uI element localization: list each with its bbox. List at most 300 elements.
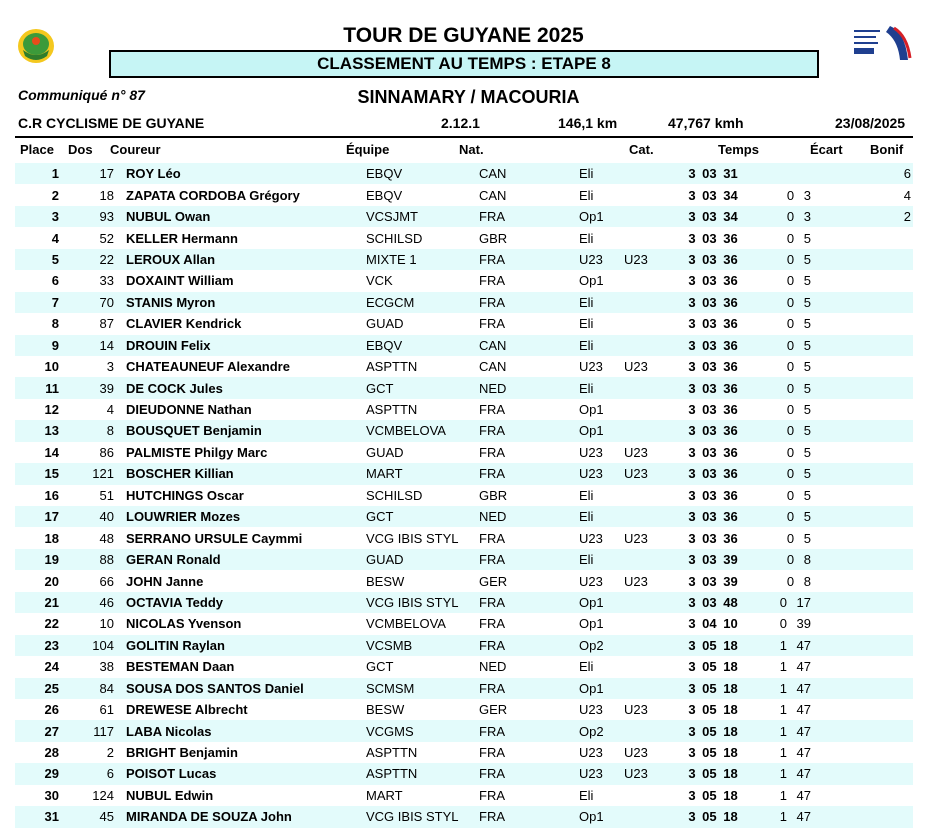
rider-name: DE COCK Jules — [114, 377, 366, 398]
rider-nat: FRA — [479, 530, 505, 546]
rider-category: Eli — [579, 163, 624, 184]
rider-team: MIXTE 1 — [366, 249, 479, 270]
rider-nat: FRA — [479, 763, 579, 784]
rider-time: 3 03 39 — [668, 549, 758, 570]
rider-nat: GER — [479, 573, 508, 589]
rider-dos: 61 — [99, 702, 114, 718]
rider-category-2: U23 — [624, 359, 648, 375]
rider-category: Op2 — [579, 635, 624, 656]
rider-gap: 0 39 — [779, 616, 811, 632]
stage-distance: 146,1 km — [558, 115, 618, 131]
rider-nat: NED — [479, 506, 579, 527]
rider-time: 3 05 18 — [668, 806, 758, 827]
table-row — [15, 249, 913, 270]
race-category-code: 2.12.1 — [441, 115, 480, 131]
rider-gap: 0 5 — [786, 402, 811, 418]
rider-time: 3 03 36 — [668, 292, 758, 313]
rider-time: 3 03 36 — [688, 316, 738, 332]
rider-dos: 86 — [99, 444, 114, 460]
rider-gap: 0 5 — [758, 249, 819, 270]
rider-time: 3 03 36 — [668, 420, 758, 441]
table-row — [15, 227, 913, 248]
rider-bonif — [819, 399, 913, 420]
rider-name: SERRANO URSULE Caymmi — [126, 530, 303, 546]
rider-gap: 0 5 — [786, 230, 811, 246]
rider-dos: 46 — [59, 592, 114, 613]
rider-dos: 40 — [59, 506, 114, 527]
rider-team: GUAD — [366, 444, 404, 460]
rider-gap: 1 47 — [758, 635, 819, 656]
rider-dos: 8 — [59, 420, 114, 441]
rider-bonif — [819, 485, 913, 506]
table-row — [15, 699, 913, 720]
rider-name: CHATEAUNEUF Alexandre — [126, 359, 290, 375]
rider-category: Eli — [579, 335, 624, 356]
rider-team: EBQV — [366, 335, 479, 356]
rider-name: JOHN Janne — [126, 573, 204, 589]
classification-subtitle: CLASSEMENT AU TEMPS : ETAPE 8 — [109, 50, 819, 78]
rider-place: 2 — [51, 187, 59, 203]
rider-gap — [758, 163, 819, 184]
page-title: TOUR DE GUYANE 2025 — [343, 24, 584, 47]
rider-gap: 0 5 — [758, 463, 819, 484]
table-row — [15, 763, 913, 784]
table-row — [15, 163, 913, 184]
table-row — [15, 656, 913, 677]
rider-category: U23 — [579, 463, 624, 484]
rider-gap: 1 47 — [758, 678, 819, 699]
rider-nat: GBR — [479, 230, 508, 246]
rider-gap: 1 47 — [758, 720, 819, 741]
col-header-dos: Dos — [68, 142, 93, 157]
rider-nat: CAN — [479, 335, 579, 356]
rider-nat: CAN — [479, 359, 507, 375]
rider-dos: 45 — [59, 806, 114, 827]
rider-category: Op1 — [579, 273, 604, 289]
rider-category-2: U23 — [624, 444, 648, 460]
rider-category: U23 — [579, 702, 603, 718]
rider-name: LEROUX Allan — [114, 249, 366, 270]
rider-category-2 — [624, 656, 668, 677]
rider-team: VCSJMT — [366, 206, 479, 227]
rider-category-2 — [624, 335, 668, 356]
rider-category-2 — [624, 592, 668, 613]
rider-bonif — [819, 678, 913, 699]
rider-place: 20 — [44, 573, 59, 589]
rider-gap: 0 3 — [786, 187, 811, 203]
rider-nat: FRA — [479, 592, 579, 613]
rider-category: U23 — [579, 359, 603, 375]
rider-category-2 — [624, 720, 668, 741]
col-header-gap: Écart — [810, 142, 843, 157]
table-row — [15, 485, 913, 506]
rider-category-2 — [624, 227, 668, 248]
rider-name: GERAN Ronald — [114, 549, 366, 570]
rider-team: GCT — [366, 506, 479, 527]
rider-gap: 0 5 — [786, 316, 811, 332]
rider-category: Eli — [579, 316, 594, 332]
communique-number: Communiqué n° 87 — [18, 87, 145, 103]
rider-bonif — [819, 420, 913, 441]
rider-team: SCHILSD — [366, 230, 423, 246]
rider-bonif: 4 — [903, 187, 911, 203]
rider-place: 12 — [44, 402, 59, 418]
rider-dos: 2 — [106, 745, 114, 761]
table-row — [15, 313, 913, 334]
rider-time: 3 03 36 — [688, 487, 738, 503]
rider-name: BESTEMAN Daan — [126, 659, 235, 675]
rider-category-2 — [624, 292, 668, 313]
rider-bonif — [819, 527, 913, 548]
rider-time: 3 05 18 — [688, 702, 738, 718]
rider-name: NICOLAS Yvenson — [126, 616, 242, 632]
rider-time: 3 05 18 — [688, 787, 738, 803]
rider-dos: 22 — [59, 249, 114, 270]
rider-name: NUBUL Edwin — [126, 787, 214, 803]
rider-team: GCT — [366, 659, 394, 675]
rider-name: DOXAINT William — [126, 273, 234, 289]
rider-category-2 — [624, 377, 668, 398]
rider-name: DREWESE Albrecht — [126, 702, 248, 718]
rider-nat: FRA — [479, 635, 579, 656]
rider-nat: FRA — [479, 616, 505, 632]
table-row — [15, 678, 913, 699]
rider-place: 3 — [15, 206, 59, 227]
rider-category: Op1 — [579, 592, 624, 613]
rider-place: 4 — [51, 230, 59, 246]
rider-bonif — [819, 635, 913, 656]
rider-bonif — [819, 785, 913, 806]
rider-dos: 48 — [99, 530, 114, 546]
rider-team: EBQV — [366, 187, 403, 203]
rider-time: 3 03 34 — [688, 187, 738, 203]
rider-category-2: U23 — [624, 745, 648, 761]
rider-team: ASPTTN — [366, 763, 479, 784]
rider-place: 11 — [15, 377, 59, 398]
rider-team: GUAD — [366, 549, 479, 570]
rider-category-2: U23 — [624, 763, 668, 784]
results-table — [15, 163, 913, 828]
rider-name: ZAPATA CORDOBA Grégory — [126, 187, 300, 203]
rider-place: 10 — [44, 359, 59, 375]
rider-bonif — [819, 249, 913, 270]
table-row — [15, 506, 913, 527]
rider-gap: 1 47 — [779, 659, 811, 675]
rider-bonif — [819, 270, 913, 291]
rider-category-2 — [624, 184, 668, 205]
table-row — [15, 377, 913, 398]
rider-team: BESW — [366, 702, 405, 718]
rider-nat: GBR — [479, 487, 508, 503]
table-row — [15, 206, 913, 227]
rider-category-2 — [624, 485, 668, 506]
rider-time: 3 03 36 — [688, 402, 738, 418]
rider-place: 9 — [15, 335, 59, 356]
rider-dos: 51 — [99, 487, 114, 503]
rider-bonif — [819, 442, 913, 463]
rider-gap: 0 8 — [786, 573, 811, 589]
rider-category: Eli — [579, 487, 594, 503]
rider-time: 3 03 36 — [688, 530, 738, 546]
rider-dos: 6 — [59, 763, 114, 784]
rider-category-2 — [624, 635, 668, 656]
rider-time: 3 05 18 — [668, 678, 758, 699]
table-row — [15, 270, 913, 291]
rider-place: 13 — [15, 420, 59, 441]
rider-nat: CAN — [479, 187, 507, 203]
rider-time: 3 03 36 — [688, 444, 738, 460]
rider-time: 3 05 18 — [668, 763, 758, 784]
rider-dos: 10 — [99, 616, 114, 632]
rider-time: 3 03 36 — [668, 463, 758, 484]
col-header-team: Équipe — [346, 142, 390, 157]
rider-bonif — [819, 292, 913, 313]
rider-name: KELLER Hermann — [126, 230, 238, 246]
rider-category: U23 — [579, 530, 603, 546]
col-header-bonif: Bonif — [870, 142, 904, 157]
rider-time: 3 03 39 — [688, 573, 738, 589]
rider-dos: 70 — [59, 292, 114, 313]
table-row — [15, 635, 913, 656]
rider-time: 3 03 36 — [688, 230, 738, 246]
rider-bonif — [819, 656, 913, 677]
rider-team: VCK — [366, 273, 393, 289]
rider-team: MART — [366, 463, 479, 484]
rider-nat: FRA — [479, 444, 505, 460]
rider-bonif — [819, 549, 913, 570]
rider-bonif — [819, 613, 913, 634]
rider-dos: 117 — [59, 720, 114, 741]
rider-gap: 0 17 — [758, 592, 819, 613]
table-row — [15, 442, 913, 463]
rider-dos: 18 — [99, 187, 114, 203]
rider-team: EBQV — [366, 163, 479, 184]
rider-place: 15 — [15, 463, 59, 484]
rider-place: 17 — [15, 506, 59, 527]
rider-dos: 14 — [59, 335, 114, 356]
rider-gap: 0 5 — [786, 273, 811, 289]
rider-team: VCMBELOVA — [366, 616, 446, 632]
table-row — [15, 356, 913, 377]
rider-name: DIEUDONNE Nathan — [126, 402, 252, 418]
rider-category: Op1 — [579, 806, 624, 827]
average-speed: 47,767 kmh — [668, 115, 744, 131]
organizer: C.R CYCLISME DE GUYANE — [18, 115, 205, 131]
rider-nat: FRA — [479, 206, 579, 227]
rider-place: 31 — [15, 806, 59, 827]
rider-place: 25 — [15, 678, 59, 699]
rider-nat: FRA — [479, 806, 579, 827]
rider-place: 7 — [15, 292, 59, 313]
rider-place: 28 — [44, 745, 59, 761]
rider-category: Op1 — [579, 402, 604, 418]
rider-place: 30 — [44, 787, 59, 803]
rider-place: 18 — [44, 530, 59, 546]
rider-dos: 93 — [59, 206, 114, 227]
rider-time: 3 05 18 — [668, 720, 758, 741]
rider-nat: FRA — [479, 420, 579, 441]
rider-category-2 — [624, 399, 668, 420]
rider-dos: 88 — [59, 549, 114, 570]
rider-dos: 121 — [59, 463, 114, 484]
table-row — [15, 292, 913, 313]
rider-gap: 0 3 — [758, 206, 819, 227]
rider-place: 19 — [15, 549, 59, 570]
rider-place: 22 — [44, 616, 59, 632]
rider-category: Eli — [579, 187, 594, 203]
rider-category: Eli — [579, 659, 594, 675]
rider-nat: FRA — [479, 549, 579, 570]
rider-nat: GER — [479, 702, 508, 718]
rider-team: ASPTTN — [366, 745, 418, 761]
rider-team: VCG IBIS STYL — [366, 592, 479, 613]
rider-name: POISOT Lucas — [114, 763, 366, 784]
rider-team: VCG IBIS STYL — [366, 806, 479, 827]
rider-nat: FRA — [479, 463, 579, 484]
rider-team: MART — [366, 787, 403, 803]
table-row — [15, 613, 913, 634]
rider-category: Op1 — [579, 420, 624, 441]
rider-category-2 — [624, 785, 668, 806]
rider-team: GUAD — [366, 316, 404, 332]
rider-place: 1 — [15, 163, 59, 184]
header-divider — [15, 136, 913, 138]
rider-team: VCSMB — [366, 635, 479, 656]
rider-category: U23 — [579, 573, 603, 589]
rider-category: Eli — [579, 549, 624, 570]
col-header-time: Temps — [718, 142, 759, 157]
rider-name: GOLITIN Raylan — [114, 635, 366, 656]
rider-dos: 17 — [59, 163, 114, 184]
rider-name: BOUSQUET Benjamin — [114, 420, 366, 441]
rider-dos: 38 — [99, 659, 114, 675]
rider-team: ASPTTN — [366, 359, 418, 375]
rider-nat: FRA — [479, 273, 505, 289]
rider-dos: 39 — [59, 377, 114, 398]
rider-time: 3 05 18 — [688, 745, 738, 761]
rider-dos: 84 — [59, 678, 114, 699]
rider-category-2 — [624, 270, 668, 291]
rider-dos: 104 — [59, 635, 114, 656]
rider-place: 27 — [15, 720, 59, 741]
rider-name: OCTAVIA Teddy — [114, 592, 366, 613]
rider-bonif — [819, 763, 913, 784]
rider-category: U23 — [579, 444, 603, 460]
rider-dos: 3 — [106, 359, 114, 375]
rider-gap: 1 47 — [779, 745, 811, 761]
rider-team: VCMBELOVA — [366, 420, 479, 441]
table-row — [15, 420, 913, 441]
rider-gap: 0 5 — [786, 487, 811, 503]
rider-name: PALMISTE Philgy Marc — [126, 444, 268, 460]
rider-name: ROY Léo — [114, 163, 366, 184]
table-row — [15, 549, 913, 570]
rider-place: 21 — [15, 592, 59, 613]
rider-name: DROUIN Felix — [114, 335, 366, 356]
rider-category-2 — [624, 506, 668, 527]
rider-time: 3 03 36 — [668, 335, 758, 356]
rider-category: Eli — [579, 230, 594, 246]
rider-nat: NED — [479, 377, 579, 398]
rider-category-2 — [624, 678, 668, 699]
rider-name: BOSCHER Killian — [114, 463, 366, 484]
rider-bonif — [819, 742, 913, 763]
rider-nat: FRA — [479, 745, 505, 761]
rider-time: 3 03 36 — [688, 273, 738, 289]
rider-bonif — [819, 377, 913, 398]
rider-place: 29 — [15, 763, 59, 784]
rider-name: LABA Nicolas — [114, 720, 366, 741]
rider-nat: FRA — [479, 249, 579, 270]
rider-nat: FRA — [479, 787, 505, 803]
rider-gap: 0 5 — [786, 530, 811, 546]
rider-dos: 33 — [99, 273, 114, 289]
rider-category: U23 — [579, 763, 624, 784]
rider-gap: 1 47 — [758, 763, 819, 784]
rider-gap: 0 5 — [786, 444, 811, 460]
rider-name: NUBUL Owan — [114, 206, 366, 227]
rider-time: 3 03 48 — [668, 592, 758, 613]
rider-bonif — [819, 570, 913, 591]
rider-category-2 — [624, 163, 668, 184]
table-row — [15, 399, 913, 420]
rider-time: 3 05 18 — [688, 659, 738, 675]
rider-category-2 — [624, 613, 668, 634]
rider-team: ECGCM — [366, 292, 479, 313]
rider-place: 24 — [44, 659, 59, 675]
rider-place: 6 — [51, 273, 59, 289]
rider-category-2: U23 — [624, 702, 648, 718]
rider-category-2 — [624, 420, 668, 441]
rider-category: Op1 — [579, 616, 604, 632]
rider-category-2: U23 — [624, 573, 648, 589]
col-header-nat: Nat. — [459, 142, 484, 157]
rider-category-2: U23 — [624, 249, 668, 270]
rider-place: 23 — [15, 635, 59, 656]
rider-gap: 1 47 — [779, 787, 811, 803]
rider-time: 3 03 36 — [668, 506, 758, 527]
rider-gap: 1 47 — [779, 702, 811, 718]
rider-gap: 0 5 — [758, 292, 819, 313]
rider-category: Eli — [579, 377, 624, 398]
rider-category: Op1 — [579, 678, 624, 699]
rider-dos: 66 — [99, 573, 114, 589]
rider-nat: NED — [479, 659, 507, 675]
rider-category: Op2 — [579, 720, 624, 741]
rider-bonif — [819, 335, 913, 356]
rider-bonif — [819, 720, 913, 741]
rider-bonif — [819, 806, 913, 827]
rider-name: LOUWRIER Mozes — [114, 506, 366, 527]
rider-name: BRIGHT Benjamin — [126, 745, 238, 761]
rider-time: 3 05 18 — [668, 635, 758, 656]
rider-team: SCMSM — [366, 678, 479, 699]
rider-place: 14 — [44, 444, 59, 460]
rider-gap: 0 5 — [786, 359, 811, 375]
stage-route: SINNAMARY / MACOURIA — [357, 87, 580, 107]
rider-team: ASPTTN — [366, 402, 418, 418]
rider-bonif — [819, 592, 913, 613]
rider-bonif — [819, 313, 913, 334]
table-row — [15, 463, 913, 484]
rider-gap: 0 8 — [758, 549, 819, 570]
rider-bonif — [819, 699, 913, 720]
rider-category: U23 — [579, 249, 624, 270]
rider-time: 3 04 10 — [688, 616, 738, 632]
rider-category-2 — [624, 206, 668, 227]
table-row — [15, 720, 913, 741]
rider-name: CLAVIER Kendrick — [126, 316, 242, 332]
